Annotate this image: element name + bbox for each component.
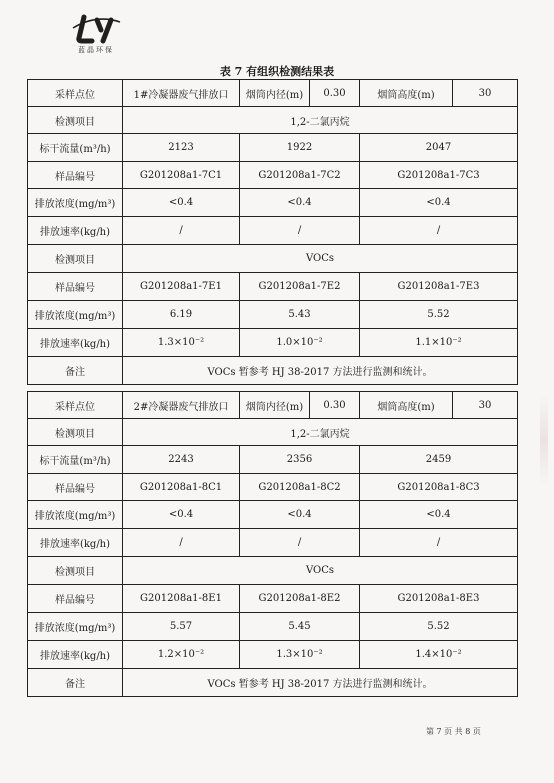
cell-value: 2#冷凝器废气排放口 — [123, 392, 240, 419]
cell-label: 标干流量(m³/h) — [28, 446, 123, 474]
cell-value: G201208a1-8C2 — [240, 474, 360, 501]
cell-value: 2047 — [360, 134, 518, 162]
cell-value: 1,2-二氯丙烷 — [123, 419, 518, 446]
cell-label: 检测项目 — [28, 245, 123, 273]
cell-label: 备注 — [28, 669, 123, 697]
cell-value: / — [240, 529, 360, 557]
cell-label: 样品编号 — [28, 273, 123, 301]
results-table-1 — [27, 79, 518, 385]
cell-value: 2243 — [123, 446, 240, 474]
table-row — [28, 585, 518, 613]
cell-value: 1.2×10⁻² — [123, 641, 240, 669]
results-table-2 — [27, 391, 518, 697]
cell-value: 6.19 — [123, 301, 240, 329]
cell-value: 1,2-二氯丙烷 — [123, 107, 518, 134]
cell-value: 5.52 — [360, 301, 518, 329]
cell-label: 排放速率(kg/h) — [28, 529, 123, 557]
cell-label: 排放速率(kg/h) — [28, 641, 123, 669]
cell-value: G201208a1-7E3 — [360, 273, 518, 301]
table-row — [28, 301, 518, 329]
cell-value: 1#冷凝器废气排放口 — [123, 80, 240, 107]
cell-label: 检测项目 — [28, 419, 123, 446]
cell-value: 2356 — [240, 446, 360, 474]
cell-label: 排放浓度(mg/m³) — [28, 613, 123, 641]
table-row — [28, 557, 518, 585]
cell-value: 30 — [453, 80, 518, 107]
table-row — [28, 217, 518, 245]
cell-value: <0.4 — [240, 501, 360, 529]
cell-value: 5.52 — [360, 613, 518, 641]
page-title: 表 7 有组织检测结果表 — [219, 65, 335, 78]
cell-value: 1.3×10⁻² — [123, 329, 240, 357]
cell-value: / — [360, 529, 518, 557]
cell-label: 标干流量(m³/h) — [28, 134, 123, 162]
cell-value: <0.4 — [360, 189, 518, 217]
table-row — [28, 273, 518, 301]
table-row — [28, 669, 518, 697]
cell-value: G201208a1-8E1 — [123, 585, 240, 613]
table-row — [28, 501, 518, 529]
cell-value: <0.4 — [123, 501, 240, 529]
cell-label: 检测项目 — [28, 107, 123, 134]
cell-value: VOCs — [123, 245, 518, 273]
cell-label: 样品编号 — [28, 474, 123, 501]
cell-value: G201208a1-8C3 — [360, 474, 518, 501]
cell-value: 30 — [453, 392, 518, 419]
cell-value: <0.4 — [123, 189, 240, 217]
table-row — [28, 446, 518, 474]
cell-value: G201208a1-7E1 — [123, 273, 240, 301]
cell-label: 排放速率(kg/h) — [28, 217, 123, 245]
ly-logo-icon — [70, 14, 122, 44]
table-row — [28, 245, 518, 273]
cell-label: 排放浓度(mg/m³) — [28, 189, 123, 217]
cell-label: 采样点位 — [28, 392, 123, 419]
scan-mark — [540, 395, 548, 485]
table-row — [28, 107, 518, 134]
cell-value: 1.1×10⁻² — [360, 329, 518, 357]
table-row — [28, 189, 518, 217]
cell-value: G201208a1-7C2 — [240, 162, 360, 189]
cell-value: 5.45 — [240, 613, 360, 641]
cell-value: / — [123, 529, 240, 557]
cell-value: 1922 — [240, 134, 360, 162]
cell-value: 2123 — [123, 134, 240, 162]
cell-label: 备注 — [28, 357, 123, 385]
cell-value: 1.4×10⁻² — [360, 641, 518, 669]
cell-value: G201208a1-7C1 — [123, 162, 240, 189]
table-row — [28, 419, 518, 446]
cell-value: G201208a1-8C1 — [123, 474, 240, 501]
cell-value: 5.43 — [240, 301, 360, 329]
note-text: VOCs 暂参考 HJ 38-2017 方法进行监测和统计。 — [123, 357, 518, 385]
cell-value: G201208a1-7E2 — [240, 273, 360, 301]
cell-value: <0.4 — [360, 501, 518, 529]
table-row — [28, 357, 518, 385]
table-row — [28, 392, 518, 419]
cell-value: 0.30 — [310, 80, 360, 107]
table-row — [28, 329, 518, 357]
logo-text: 蓝晶环保 — [78, 46, 114, 54]
table-row — [28, 162, 518, 189]
cell-label: 排放浓度(mg/m³) — [28, 501, 123, 529]
cell-value: 1.3×10⁻² — [240, 641, 360, 669]
cell-value: 2459 — [360, 446, 518, 474]
cell-value: / — [123, 217, 240, 245]
note-text: VOCs 暂参考 HJ 38-2017 方法进行监测和统计。 — [123, 669, 518, 697]
cell-value: / — [360, 217, 518, 245]
cell-value: / — [240, 217, 360, 245]
table-row — [28, 80, 518, 107]
cell-value: 5.57 — [123, 613, 240, 641]
table-row — [28, 474, 518, 501]
table-row — [28, 134, 518, 162]
cell-label: 烟筒高度(m) — [360, 392, 453, 419]
cell-label: 样品编号 — [28, 585, 123, 613]
page-footer: 第 7 页 共 8 页 — [426, 727, 481, 736]
cell-label: 烟筒内径(m) — [240, 80, 310, 107]
cell-label: 样品编号 — [28, 162, 123, 189]
cell-label: 排放浓度(mg/m³) — [28, 301, 123, 329]
cell-value: VOCs — [123, 557, 518, 585]
table-row — [28, 613, 518, 641]
cell-label: 排放速率(kg/h) — [28, 329, 123, 357]
cell-label: 烟筒内径(m) — [240, 392, 310, 419]
cell-value: G201208a1-8E3 — [360, 585, 518, 613]
cell-value: <0.4 — [240, 189, 360, 217]
cell-value: G201208a1-7C3 — [360, 162, 518, 189]
table-row — [28, 529, 518, 557]
cell-value: 1.0×10⁻² — [240, 329, 360, 357]
table-row — [28, 641, 518, 669]
cell-label: 采样点位 — [28, 80, 123, 107]
cell-label: 烟筒高度(m) — [360, 80, 453, 107]
cell-label: 检测项目 — [28, 557, 123, 585]
company-logo — [60, 14, 132, 58]
cell-value: G201208a1-8E2 — [240, 585, 360, 613]
cell-value: 0.30 — [310, 392, 360, 419]
